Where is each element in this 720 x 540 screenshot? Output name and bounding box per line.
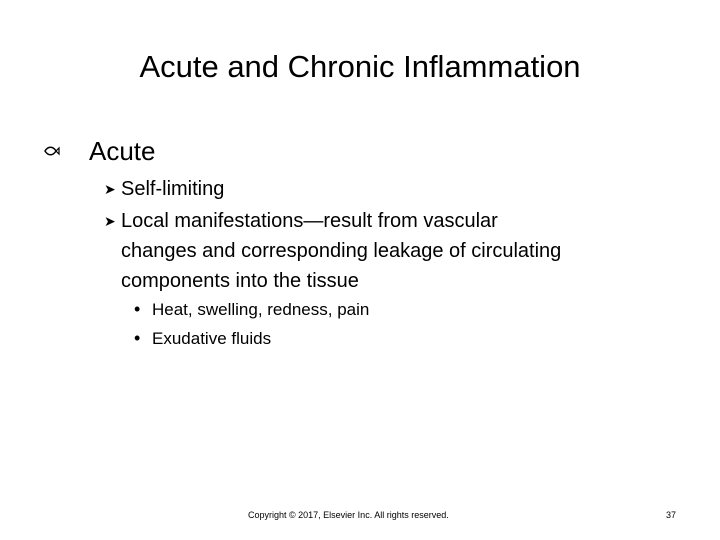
text-line: changes and corresponding leakage of circulating bbox=[121, 240, 562, 262]
bullet-acute-text: Acute bbox=[89, 136, 156, 166]
dot-bullet-icon: • bbox=[134, 299, 141, 319]
dot-bullet-icon: • bbox=[134, 328, 141, 348]
text-line: components into the tissue bbox=[121, 270, 359, 292]
bullet-self-limiting-text: Self-limiting bbox=[121, 178, 225, 200]
bullet-exudative-fluids-text: Exudative fluids bbox=[152, 329, 272, 348]
bullet-heat-swelling-text: Heat, swelling, redness, pain bbox=[152, 300, 370, 319]
slide-title: Acute and Chronic Inflammation bbox=[139, 49, 581, 84]
text-line: Local manifestations—result from vascular bbox=[121, 210, 498, 232]
page-number: 37 bbox=[665, 510, 676, 520]
arrow-bullet-icon: ➤ bbox=[104, 181, 116, 197]
copyright-notice: Copyright © 2017, Elsevier Inc. All rights reserved. bbox=[248, 510, 449, 520]
fish-bullet-icon bbox=[44, 145, 60, 159]
arrow-bullet-icon: ➤ bbox=[104, 213, 116, 229]
bullet-local-manifestations-text bbox=[121, 206, 681, 296]
